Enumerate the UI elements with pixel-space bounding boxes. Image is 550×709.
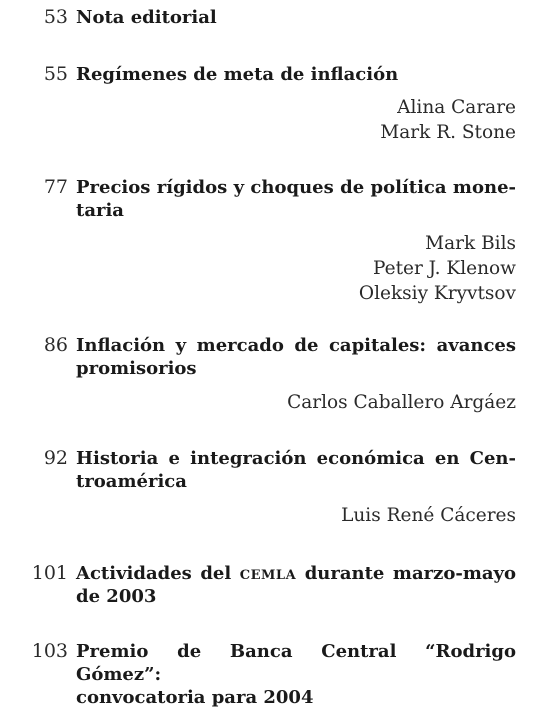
author-name: Mark R. Stone [380,122,516,143]
title-line: promisorios [76,358,197,379]
author-name: Mark Bils [425,233,516,254]
page-number: 77 [43,176,68,198]
author-list [341,503,516,528]
author-list [287,390,516,415]
author-list [380,95,516,145]
title-line: taria [76,200,124,221]
article-title[interactable] [76,334,516,380]
title-line: Premio de Banca Central “Rodrigo Gómez”: [76,641,516,685]
author-name: Luis René Cáceres [341,505,516,526]
cemla-acronym: cemla [239,563,297,584]
author-name: Oleksiy Kryvtsov [358,283,516,304]
title-line: troamérica [76,471,187,492]
article-title[interactable]: Nota editorial [76,7,217,28]
page-number: 103 [31,640,68,662]
page-number: 92 [43,447,68,469]
title-line: Precios rígidos y choques de política mone- [76,177,516,198]
title-line: de 2003 [76,586,157,607]
article-title[interactable] [76,562,516,608]
author-name: Carlos Caballero Argáez [287,392,516,413]
author-list [359,231,516,306]
author-name: Peter J. Klenow [373,258,516,279]
title-line [76,562,516,585]
title-line: convocatoria para 2004 [76,687,314,708]
title-text: Actividades del [76,563,240,584]
article-title[interactable] [76,447,516,493]
title-line: Historia e integración económica en Cen- [76,448,516,469]
page-number: 86 [43,334,68,356]
page-number: 101 [31,562,68,584]
page-number: 53 [43,6,68,28]
title-line: Inflación y mercado de capitales: avances [76,335,516,356]
title-text: durante marzo-mayo [296,563,516,584]
article-title[interactable] [76,640,516,709]
article-title[interactable] [76,176,516,222]
author-name: Alina Carare [397,97,516,118]
page-number: 55 [43,63,68,85]
article-title[interactable]: Regímenes de meta de inflación [76,64,399,85]
